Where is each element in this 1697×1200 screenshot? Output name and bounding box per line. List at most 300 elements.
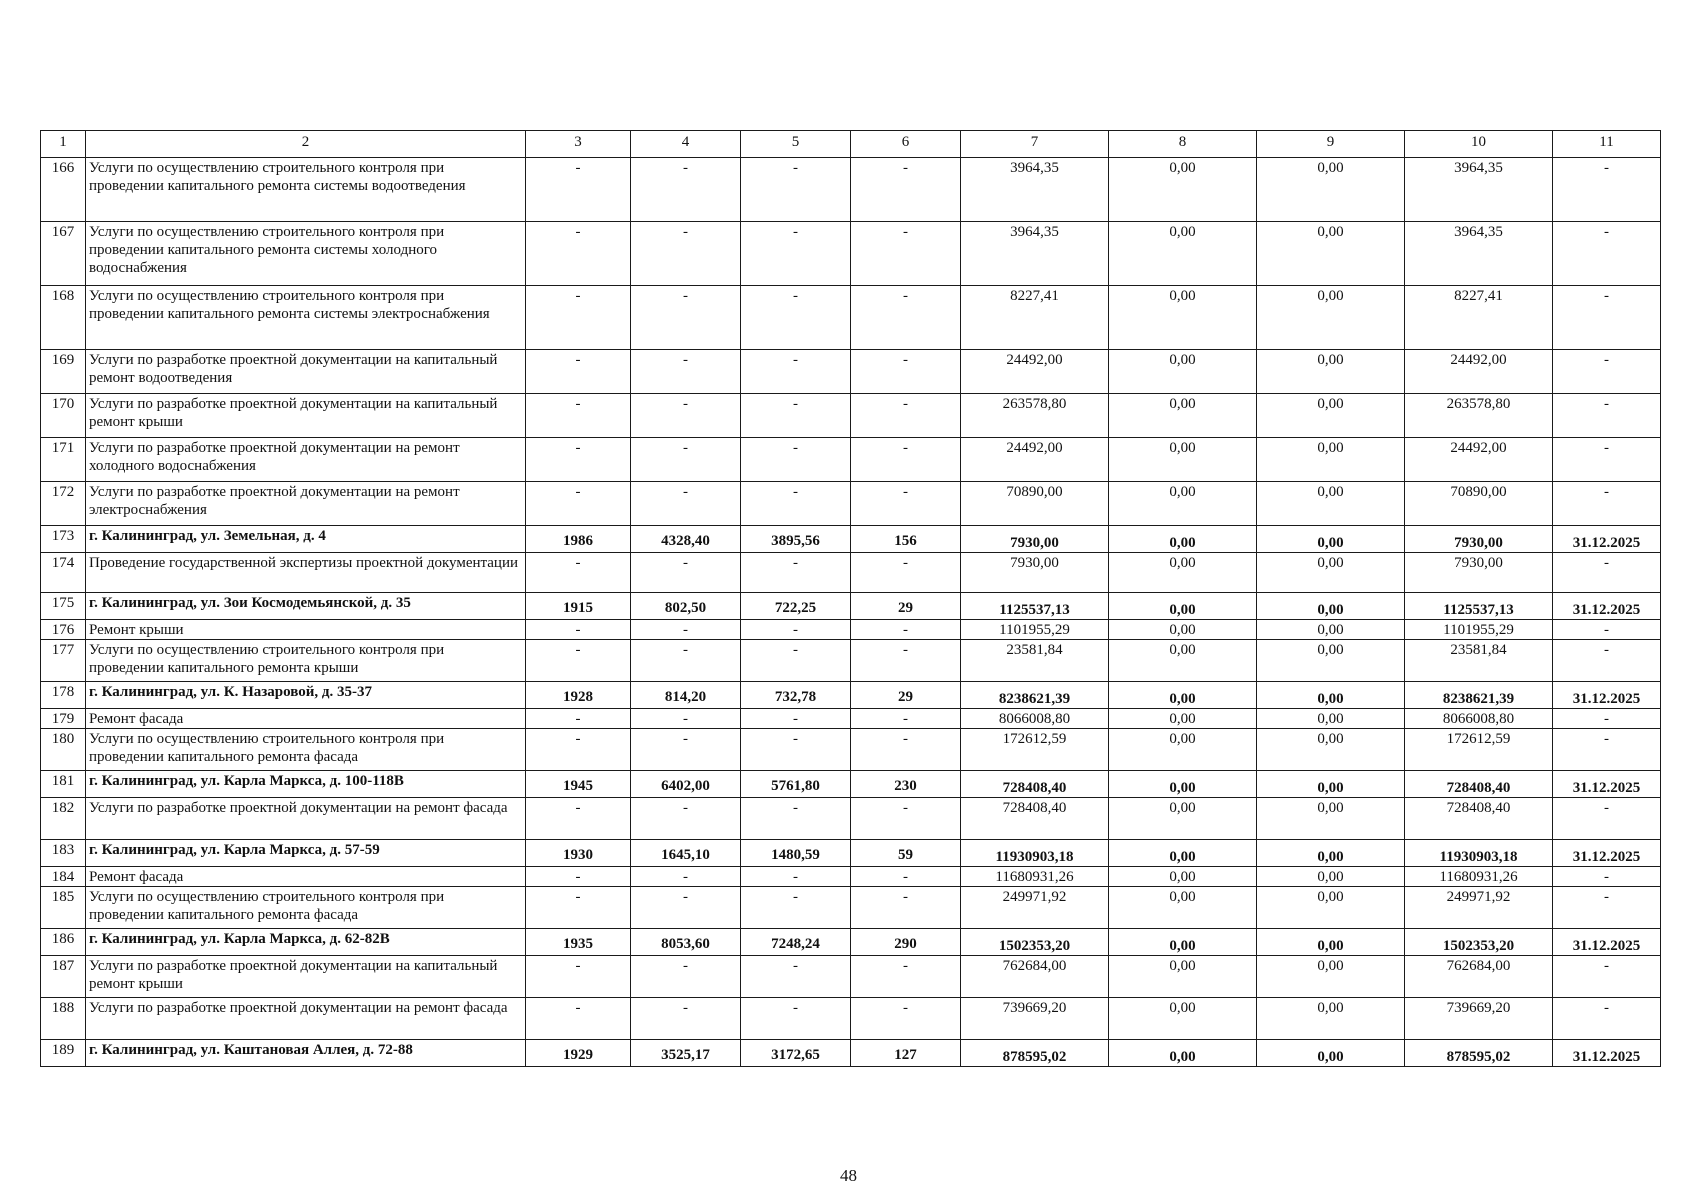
col10-cell: 728408,40 (1405, 771, 1553, 798)
col3-cell: - (526, 620, 631, 640)
col8-cell: 0,00 (1109, 286, 1257, 350)
col5-cell: - (741, 438, 851, 482)
row-number: 184 (41, 867, 86, 887)
col3-cell: - (526, 640, 631, 682)
col6-cell: 156 (851, 526, 961, 553)
col5-cell: 5761,80 (741, 771, 851, 798)
row-name: г. Калининград, ул. Карла Маркса, д. 62-82В (86, 929, 526, 956)
col4-cell: - (631, 286, 741, 350)
col11-cell: - (1553, 438, 1661, 482)
table-row (41, 286, 1661, 350)
col7-cell: 11680931,26 (961, 867, 1109, 887)
col10-cell: 8066008,80 (1405, 709, 1553, 729)
col11-cell: - (1553, 709, 1661, 729)
col3-cell: - (526, 956, 631, 998)
col8-cell: 0,00 (1109, 771, 1257, 798)
col8-cell: 0,00 (1109, 729, 1257, 771)
data-table (40, 130, 1661, 1067)
col5-cell: - (741, 709, 851, 729)
col3-cell: - (526, 729, 631, 771)
col11-cell: - (1553, 286, 1661, 350)
col11-cell: 31.12.2025 (1553, 526, 1661, 553)
col11-cell: - (1553, 158, 1661, 222)
col6-cell: - (851, 956, 961, 998)
table-row (41, 158, 1661, 222)
col3-cell: - (526, 867, 631, 887)
col11-cell: - (1553, 620, 1661, 640)
column-header: 9 (1257, 131, 1405, 158)
col7-cell: 1125537,13 (961, 593, 1109, 620)
row-name: Услуги по осуществлению строительного контроля при проведении капитального ремонта системы электроснабжения (86, 286, 526, 350)
col11-cell: - (1553, 640, 1661, 682)
col11-cell: 31.12.2025 (1553, 1040, 1661, 1067)
col9-cell: 0,00 (1257, 158, 1405, 222)
col8-cell: 0,00 (1109, 640, 1257, 682)
col3-cell: 1945 (526, 771, 631, 798)
col5-cell: 3172,65 (741, 1040, 851, 1067)
column-header: 11 (1553, 131, 1661, 158)
col10-cell: 172612,59 (1405, 729, 1553, 771)
col8-cell: 0,00 (1109, 956, 1257, 998)
row-number: 170 (41, 394, 86, 438)
col3-cell: 1929 (526, 1040, 631, 1067)
row-name: Ремонт фасада (86, 867, 526, 887)
col11-cell: - (1553, 729, 1661, 771)
col3-cell: - (526, 394, 631, 438)
table-row (41, 798, 1661, 840)
col9-cell: 0,00 (1257, 286, 1405, 350)
col4-cell: - (631, 482, 741, 526)
col8-cell: 0,00 (1109, 482, 1257, 526)
col10-cell: 3964,35 (1405, 158, 1553, 222)
col8-cell: 0,00 (1109, 553, 1257, 593)
col7-cell: 878595,02 (961, 1040, 1109, 1067)
col9-cell: 0,00 (1257, 553, 1405, 593)
col5-cell: - (741, 222, 851, 286)
col4-cell: 814,20 (631, 682, 741, 709)
table-row (41, 867, 1661, 887)
col7-cell: 172612,59 (961, 729, 1109, 771)
col5-cell: - (741, 350, 851, 394)
col6-cell: 290 (851, 929, 961, 956)
column-header: 4 (631, 131, 741, 158)
col7-cell: 11930903,18 (961, 840, 1109, 867)
col8-cell: 0,00 (1109, 682, 1257, 709)
col4-cell: - (631, 222, 741, 286)
row-name: Услуги по разработке проектной документации на ремонт фасада (86, 798, 526, 840)
col6-cell: - (851, 158, 961, 222)
table-row (41, 438, 1661, 482)
col9-cell: 0,00 (1257, 867, 1405, 887)
col3-cell: - (526, 553, 631, 593)
row-number: 173 (41, 526, 86, 553)
row-name: Услуги по осуществлению строительного контроля при проведении капитального ремонта фасада (86, 729, 526, 771)
col6-cell: - (851, 394, 961, 438)
col10-cell: 7930,00 (1405, 553, 1553, 593)
col9-cell: 0,00 (1257, 1040, 1405, 1067)
col3-cell: - (526, 998, 631, 1040)
row-number: 180 (41, 729, 86, 771)
column-header: 3 (526, 131, 631, 158)
col8-cell: 0,00 (1109, 526, 1257, 553)
col11-cell: - (1553, 798, 1661, 840)
col7-cell: 8238621,39 (961, 682, 1109, 709)
col9-cell: 0,00 (1257, 840, 1405, 867)
col5-cell: - (741, 729, 851, 771)
col7-cell: 739669,20 (961, 998, 1109, 1040)
address-row (41, 771, 1661, 798)
page-number: 48 (840, 1166, 857, 1185)
column-header: 6 (851, 131, 961, 158)
col10-cell: 762684,00 (1405, 956, 1553, 998)
table-row (41, 222, 1661, 286)
column-header: 5 (741, 131, 851, 158)
col8-cell: 0,00 (1109, 798, 1257, 840)
col7-cell: 24492,00 (961, 350, 1109, 394)
col4-cell: - (631, 729, 741, 771)
col9-cell: 0,00 (1257, 350, 1405, 394)
row-number: 175 (41, 593, 86, 620)
col9-cell: 0,00 (1257, 956, 1405, 998)
row-number: 187 (41, 956, 86, 998)
col8-cell: 0,00 (1109, 438, 1257, 482)
col6-cell: - (851, 553, 961, 593)
col6-cell: 29 (851, 682, 961, 709)
col5-cell: - (741, 553, 851, 593)
col9-cell: 0,00 (1257, 222, 1405, 286)
col10-cell: 1101955,29 (1405, 620, 1553, 640)
row-number: 166 (41, 158, 86, 222)
col4-cell: - (631, 350, 741, 394)
col5-cell: - (741, 640, 851, 682)
col5-cell: - (741, 286, 851, 350)
col3-cell: 1935 (526, 929, 631, 956)
row-name: Услуги по осуществлению строительного контроля при проведении капитального ремонта крыши (86, 640, 526, 682)
row-name: Ремонт фасада (86, 709, 526, 729)
col8-cell: 0,00 (1109, 840, 1257, 867)
col7-cell: 728408,40 (961, 771, 1109, 798)
col11-cell: - (1553, 867, 1661, 887)
col8-cell: 0,00 (1109, 867, 1257, 887)
row-name: Проведение государственной экспертизы проектной документации (86, 553, 526, 593)
col10-cell: 1502353,20 (1405, 929, 1553, 956)
col3-cell: - (526, 798, 631, 840)
col6-cell: - (851, 438, 961, 482)
col10-cell: 3964,35 (1405, 222, 1553, 286)
col10-cell: 8238621,39 (1405, 682, 1553, 709)
col8-cell: 0,00 (1109, 593, 1257, 620)
col7-cell: 1101955,29 (961, 620, 1109, 640)
column-header: 8 (1109, 131, 1257, 158)
table-body (41, 158, 1661, 1067)
row-number: 168 (41, 286, 86, 350)
col5-cell: - (741, 394, 851, 438)
col11-cell: - (1553, 956, 1661, 998)
row-name: Услуги по разработке проектной документации на капитальный ремонт водоотведения (86, 350, 526, 394)
row-name: Услуги по осуществлению строительного контроля при проведении капитального ремонта фасада (86, 887, 526, 929)
table-row (41, 729, 1661, 771)
row-name: г. Калининград, ул. Земельная, д. 4 (86, 526, 526, 553)
col8-cell: 0,00 (1109, 998, 1257, 1040)
col7-cell: 24492,00 (961, 438, 1109, 482)
table-row (41, 482, 1661, 526)
row-number: 176 (41, 620, 86, 640)
col4-cell: - (631, 438, 741, 482)
col6-cell: 127 (851, 1040, 961, 1067)
col5-cell: - (741, 620, 851, 640)
col6-cell: 230 (851, 771, 961, 798)
col3-cell: - (526, 438, 631, 482)
table-row (41, 620, 1661, 640)
column-header: 2 (86, 131, 526, 158)
row-number: 183 (41, 840, 86, 867)
address-row (41, 1040, 1661, 1067)
col6-cell: - (851, 867, 961, 887)
col10-cell: 1125537,13 (1405, 593, 1553, 620)
col9-cell: 0,00 (1257, 929, 1405, 956)
row-number: 188 (41, 998, 86, 1040)
col6-cell: - (851, 709, 961, 729)
col10-cell: 8227,41 (1405, 286, 1553, 350)
col8-cell: 0,00 (1109, 887, 1257, 929)
col7-cell: 249971,92 (961, 887, 1109, 929)
col10-cell: 23581,84 (1405, 640, 1553, 682)
col6-cell: - (851, 620, 961, 640)
row-name: Услуги по осуществлению строительного контроля при проведении капитального ремонта системы холодного водоснабжения (86, 222, 526, 286)
col4-cell: 4328,40 (631, 526, 741, 553)
col11-cell: 31.12.2025 (1553, 840, 1661, 867)
row-name: Услуги по разработке проектной документации на ремонт холодного водоснабжения (86, 438, 526, 482)
row-name: г. Калининград, ул. Карла Маркса, д. 100-118В (86, 771, 526, 798)
col6-cell: - (851, 640, 961, 682)
col3-cell: - (526, 482, 631, 526)
col5-cell: - (741, 887, 851, 929)
col6-cell: - (851, 482, 961, 526)
col4-cell: - (631, 798, 741, 840)
col11-cell: - (1553, 394, 1661, 438)
col8-cell: 0,00 (1109, 1040, 1257, 1067)
address-row (41, 682, 1661, 709)
row-number: 178 (41, 682, 86, 709)
col5-cell: - (741, 998, 851, 1040)
col5-cell: 722,25 (741, 593, 851, 620)
col4-cell: - (631, 867, 741, 887)
table-row (41, 956, 1661, 998)
row-name: г. Калининград, ул. К. Назаровой, д. 35-37 (86, 682, 526, 709)
address-row (41, 526, 1661, 553)
col4-cell: - (631, 158, 741, 222)
col4-cell: 1645,10 (631, 840, 741, 867)
row-number: 186 (41, 929, 86, 956)
col3-cell: 1915 (526, 593, 631, 620)
col7-cell: 762684,00 (961, 956, 1109, 998)
col3-cell: - (526, 286, 631, 350)
row-name: Услуги по разработке проектной документации на капитальный ремонт крыши (86, 956, 526, 998)
column-header: 7 (961, 131, 1109, 158)
col7-cell: 23581,84 (961, 640, 1109, 682)
address-row (41, 840, 1661, 867)
col9-cell: 0,00 (1257, 438, 1405, 482)
row-number: 185 (41, 887, 86, 929)
row-number: 177 (41, 640, 86, 682)
col5-cell: - (741, 158, 851, 222)
col5-cell: - (741, 482, 851, 526)
col6-cell: - (851, 998, 961, 1040)
col5-cell: 3895,56 (741, 526, 851, 553)
col3-cell: - (526, 709, 631, 729)
row-name: Услуги по осуществлению строительного контроля при проведении капитального ремонта системы водоотведения (86, 158, 526, 222)
col11-cell: 31.12.2025 (1553, 682, 1661, 709)
col7-cell: 70890,00 (961, 482, 1109, 526)
column-header: 1 (41, 131, 86, 158)
col9-cell: 0,00 (1257, 593, 1405, 620)
col8-cell: 0,00 (1109, 929, 1257, 956)
row-name: г. Калининград, ул. Каштановая Аллея, д. 72-88 (86, 1040, 526, 1067)
col7-cell: 8066008,80 (961, 709, 1109, 729)
row-name: Ремонт крыши (86, 620, 526, 640)
column-header: 10 (1405, 131, 1553, 158)
col9-cell: 0,00 (1257, 729, 1405, 771)
col6-cell: - (851, 798, 961, 840)
col4-cell: - (631, 640, 741, 682)
row-number: 189 (41, 1040, 86, 1067)
col3-cell: - (526, 222, 631, 286)
row-name: Услуги по разработке проектной документации на ремонт фасада (86, 998, 526, 1040)
row-number: 167 (41, 222, 86, 286)
col4-cell: 6402,00 (631, 771, 741, 798)
col5-cell: 732,78 (741, 682, 851, 709)
col4-cell: - (631, 709, 741, 729)
col9-cell: 0,00 (1257, 709, 1405, 729)
col7-cell: 7930,00 (961, 553, 1109, 593)
col6-cell: - (851, 350, 961, 394)
col3-cell: 1930 (526, 840, 631, 867)
row-number: 174 (41, 553, 86, 593)
col6-cell: 29 (851, 593, 961, 620)
col3-cell: - (526, 350, 631, 394)
col11-cell: - (1553, 887, 1661, 929)
col7-cell: 263578,80 (961, 394, 1109, 438)
col10-cell: 878595,02 (1405, 1040, 1553, 1067)
row-name: г. Калининград, ул. Карла Маркса, д. 57-59 (86, 840, 526, 867)
table-row (41, 709, 1661, 729)
col5-cell: - (741, 798, 851, 840)
col8-cell: 0,00 (1109, 709, 1257, 729)
col10-cell: 24492,00 (1405, 438, 1553, 482)
col11-cell: - (1553, 553, 1661, 593)
col5-cell: - (741, 867, 851, 887)
col10-cell: 11930903,18 (1405, 840, 1553, 867)
col3-cell: - (526, 887, 631, 929)
col10-cell: 249971,92 (1405, 887, 1553, 929)
row-name: г. Калининград, ул. Зои Космодемьянской, д. 35 (86, 593, 526, 620)
col7-cell: 7930,00 (961, 526, 1109, 553)
col7-cell: 728408,40 (961, 798, 1109, 840)
col9-cell: 0,00 (1257, 640, 1405, 682)
col7-cell: 8227,41 (961, 286, 1109, 350)
col10-cell: 24492,00 (1405, 350, 1553, 394)
col11-cell: 31.12.2025 (1553, 593, 1661, 620)
table-row (41, 394, 1661, 438)
address-row (41, 593, 1661, 620)
col4-cell: - (631, 956, 741, 998)
col9-cell: 0,00 (1257, 798, 1405, 840)
col9-cell: 0,00 (1257, 887, 1405, 929)
col6-cell: - (851, 222, 961, 286)
table-row (41, 640, 1661, 682)
col5-cell: - (741, 956, 851, 998)
col4-cell: - (631, 998, 741, 1040)
row-number: 172 (41, 482, 86, 526)
col9-cell: 0,00 (1257, 771, 1405, 798)
header-row (41, 131, 1661, 158)
col6-cell: - (851, 286, 961, 350)
col10-cell: 739669,20 (1405, 998, 1553, 1040)
table-row (41, 887, 1661, 929)
col7-cell: 1502353,20 (961, 929, 1109, 956)
col5-cell: 1480,59 (741, 840, 851, 867)
row-number: 171 (41, 438, 86, 482)
col10-cell: 263578,80 (1405, 394, 1553, 438)
row-number: 169 (41, 350, 86, 394)
col4-cell: - (631, 887, 741, 929)
col8-cell: 0,00 (1109, 158, 1257, 222)
col8-cell: 0,00 (1109, 222, 1257, 286)
col9-cell: 0,00 (1257, 526, 1405, 553)
col10-cell: 728408,40 (1405, 798, 1553, 840)
col11-cell: 31.12.2025 (1553, 771, 1661, 798)
col8-cell: 0,00 (1109, 620, 1257, 640)
col4-cell: - (631, 394, 741, 438)
row-name: Услуги по разработке проектной документации на капитальный ремонт крыши (86, 394, 526, 438)
col4-cell: 8053,60 (631, 929, 741, 956)
row-name: Услуги по разработке проектной документации на ремонт электроснабжения (86, 482, 526, 526)
col11-cell: - (1553, 482, 1661, 526)
row-number: 182 (41, 798, 86, 840)
col9-cell: 0,00 (1257, 998, 1405, 1040)
table-row (41, 998, 1661, 1040)
address-row (41, 929, 1661, 956)
col5-cell: 7248,24 (741, 929, 851, 956)
col4-cell: - (631, 620, 741, 640)
col3-cell: 1928 (526, 682, 631, 709)
col11-cell: - (1553, 350, 1661, 394)
col4-cell: 802,50 (631, 593, 741, 620)
col6-cell: - (851, 729, 961, 771)
col11-cell: 31.12.2025 (1553, 929, 1661, 956)
col8-cell: 0,00 (1109, 350, 1257, 394)
col7-cell: 3964,35 (961, 158, 1109, 222)
col8-cell: 0,00 (1109, 394, 1257, 438)
col6-cell: - (851, 887, 961, 929)
col7-cell: 3964,35 (961, 222, 1109, 286)
col9-cell: 0,00 (1257, 682, 1405, 709)
col3-cell: - (526, 158, 631, 222)
col6-cell: 59 (851, 840, 961, 867)
col9-cell: 0,00 (1257, 620, 1405, 640)
table-row (41, 553, 1661, 593)
col9-cell: 0,00 (1257, 482, 1405, 526)
col4-cell: 3525,17 (631, 1040, 741, 1067)
col4-cell: - (631, 553, 741, 593)
col10-cell: 11680931,26 (1405, 867, 1553, 887)
row-number: 179 (41, 709, 86, 729)
col11-cell: - (1553, 998, 1661, 1040)
table-row (41, 350, 1661, 394)
row-number: 181 (41, 771, 86, 798)
col3-cell: 1986 (526, 526, 631, 553)
col11-cell: - (1553, 222, 1661, 286)
